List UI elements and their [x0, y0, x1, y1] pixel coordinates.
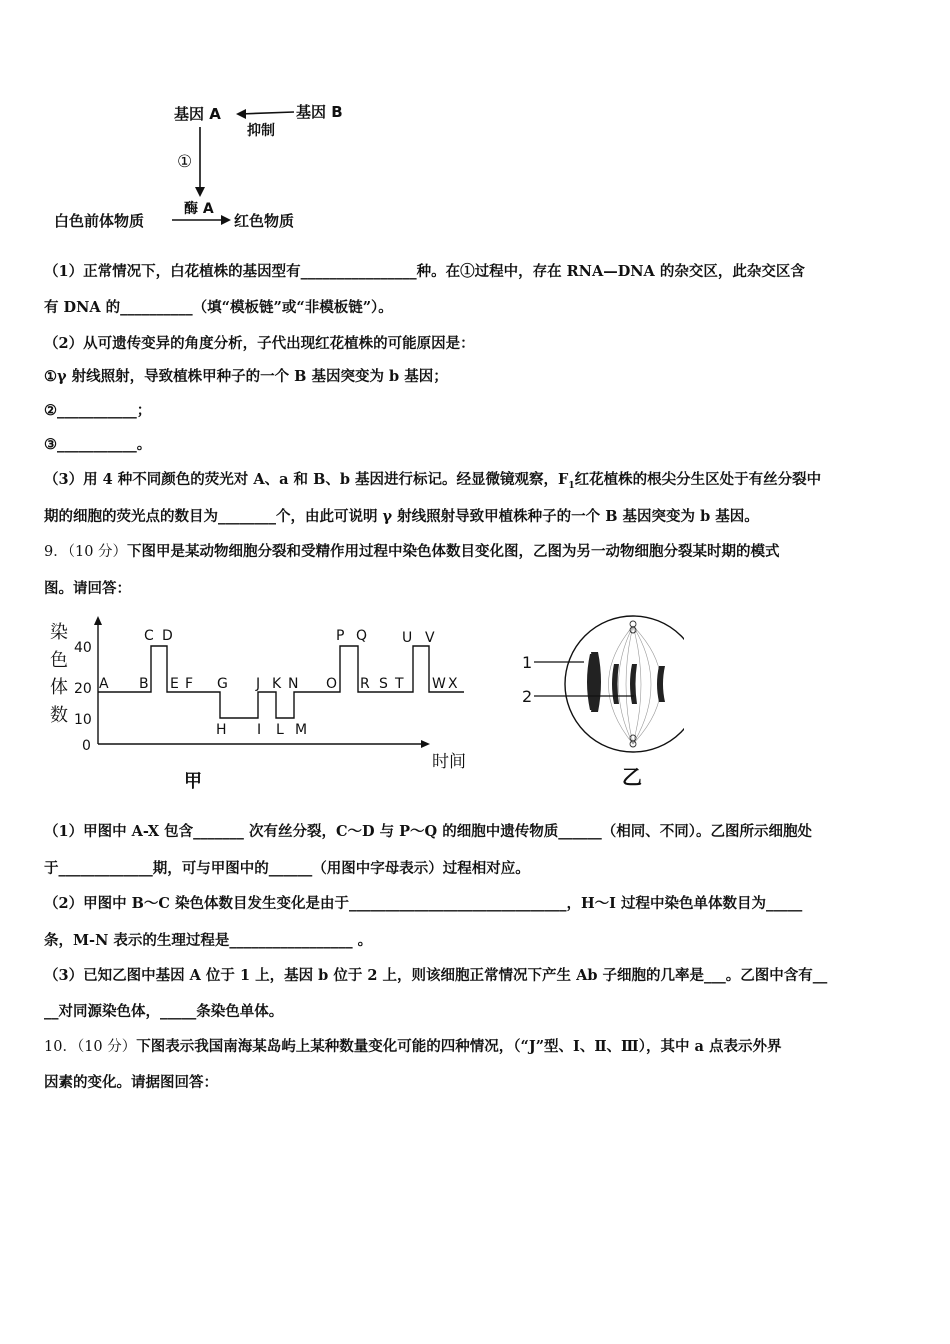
q9-stem-text: 下图甲是某动物细胞分裂和受精作用过程中染色体数目变化图，乙图为另一动物细胞分裂某时期的模式 [127, 543, 780, 560]
point-a: A [99, 676, 109, 692]
red-product-label: 红色物质 [234, 212, 295, 230]
inhibit-label: 抑制 [247, 123, 275, 139]
ytick-0: 0 [82, 738, 91, 754]
q9-stem-line1 [44, 542, 780, 562]
label-2: 2 [522, 687, 533, 706]
point-l: L [276, 722, 284, 738]
step-arrowhead [195, 187, 205, 197]
enzyme-label: 酶 A [184, 201, 214, 217]
point-c: C [144, 628, 154, 644]
point-o: O [326, 676, 338, 692]
ylabel-char-3: 体 [50, 677, 68, 698]
q10-number: 10．（10 分） [44, 1039, 137, 1055]
cell-membrane [565, 616, 684, 752]
gene-a-label: 基因 A [174, 105, 221, 123]
ylabel-char-2: 色 [50, 650, 68, 671]
point-u: U [402, 630, 413, 646]
q8-p2: （2）从可遗传变异的角度分析，子代出现红花植株的可能原因是： [44, 335, 475, 352]
point-i: I [257, 722, 262, 738]
chromosome-2 [657, 666, 665, 702]
gene-b-label: 基因 B [296, 103, 343, 121]
point-r: R [360, 676, 370, 692]
point-q: Q [356, 628, 368, 644]
q8-p2-option3: ③___________。 [44, 436, 152, 453]
q9-stem-line2: 图。请回答： [44, 580, 131, 597]
x-axis-label: 时间 [432, 752, 466, 772]
point-s: S [379, 676, 388, 692]
point-e: E [170, 676, 179, 692]
point-j: J [256, 676, 261, 692]
chromosome-figures [44, 612, 684, 802]
q10-stem-line1 [44, 1037, 781, 1057]
point-d: D [162, 628, 173, 644]
ylabel-char-4: 数 [50, 705, 68, 726]
x-axis-arrowhead [421, 740, 430, 748]
q9-number: 9．（10 分） [44, 544, 128, 560]
white-precursor-label: 白色前体物质 [54, 212, 145, 230]
ytick-20: 20 [74, 681, 92, 697]
q8-p2-option1: ①γ 射线照射，导致植株甲种子的一个 B 基因突变为 b 基因； [44, 368, 448, 385]
q9-p2-line1: （2）甲图中 B～C 染色体数目发生变化是由于______________________________，H～I 过程中染色单体数目为_____ [44, 895, 803, 912]
figure-yi-caption: 乙 [622, 765, 642, 789]
q9-p3-line1: （3）已知乙图中基因 A 位于 1 上，基因 b 位于 2 上，则该细胞正常情况下产生 Ab 子细胞的几率是___。乙图中含有__ [44, 967, 828, 984]
q8-p3-subscript: 1 [568, 480, 575, 491]
q8-p1-line1: （1）正常情况下，白花植株的基因型有________________种。在①过程中，存在 RNA—DNA 的杂交区，此杂交区含 [44, 263, 805, 280]
point-h: H [216, 722, 227, 738]
y-axis-arrowhead [94, 616, 102, 625]
q8-p3-text-a: （3）用 4 种不同颜色的荧光对 A、a 和 B、b 基因进行标记。经显微镜观察，F [44, 471, 569, 488]
point-x: X [448, 676, 458, 692]
ytick-10: 10 [74, 712, 92, 728]
q9-p1-line2: 于_____________期，可与甲图中的______（用图中字母表示）过程相对应。 [44, 860, 530, 877]
q8-p3-text-b: 红花植株的根尖分生区处于有丝分裂中 [574, 471, 822, 488]
inhibit-arrowhead [236, 109, 246, 119]
figure-jia-caption: 甲 [184, 771, 202, 792]
q8-p3-line1 [44, 470, 821, 496]
q10-stem-text: 下图表示我国南海某岛屿上某种数量变化可能的四种情况，（“J”型、Ⅰ、Ⅱ、Ⅲ），其中 a 点表示外界 [136, 1038, 782, 1055]
step-label: ① [177, 152, 193, 172]
point-n: N [288, 676, 299, 692]
ytick-40: 40 [74, 640, 92, 656]
point-t: T [395, 676, 404, 692]
chromosome-small-a [612, 664, 619, 704]
q9-p3-line2: __对同源染色体，_____条染色单体。 [44, 1003, 284, 1020]
figure-jia [50, 616, 466, 792]
q8-p2-option2: ②___________； [44, 402, 152, 419]
gene-pathway-diagram [44, 95, 374, 245]
q10-stem-line2: 因素的变化。请据图回答： [44, 1074, 218, 1091]
point-m: M [295, 722, 308, 738]
point-v: V [425, 630, 435, 646]
q9-p1-line1: （1）甲图中 A-X 包含_______ 次有丝分裂，C～D 与 P～Q 的细胞中遗传物质______（相同、不同）。乙图所示细胞处 [44, 823, 812, 840]
point-k: K [272, 676, 282, 692]
point-p: P [336, 628, 345, 644]
chromosome-small-b [630, 664, 637, 704]
ylabel-char-1: 染 [50, 622, 68, 643]
point-f: F [185, 676, 194, 692]
point-g: G [217, 676, 228, 692]
figure-yi [522, 616, 684, 789]
q8-p1-line2: 有 DNA 的__________（填“模板链”或“非模板链”）。 [44, 299, 393, 316]
q8-p3-line2: 期的细胞的荧光点的数目为________个，由此可说明 γ 射线照射导致甲植株种子的一个 B 基因突变为 b 基因。 [44, 508, 759, 525]
enzyme-arrowhead [221, 215, 231, 225]
point-w: W [432, 676, 446, 692]
point-b: B [139, 676, 149, 692]
inhibit-arrow [240, 112, 294, 114]
label-1: 1 [522, 653, 533, 672]
q9-p2-line2: 条，M-N 表示的生理过程是_________________ 。 [44, 932, 373, 949]
